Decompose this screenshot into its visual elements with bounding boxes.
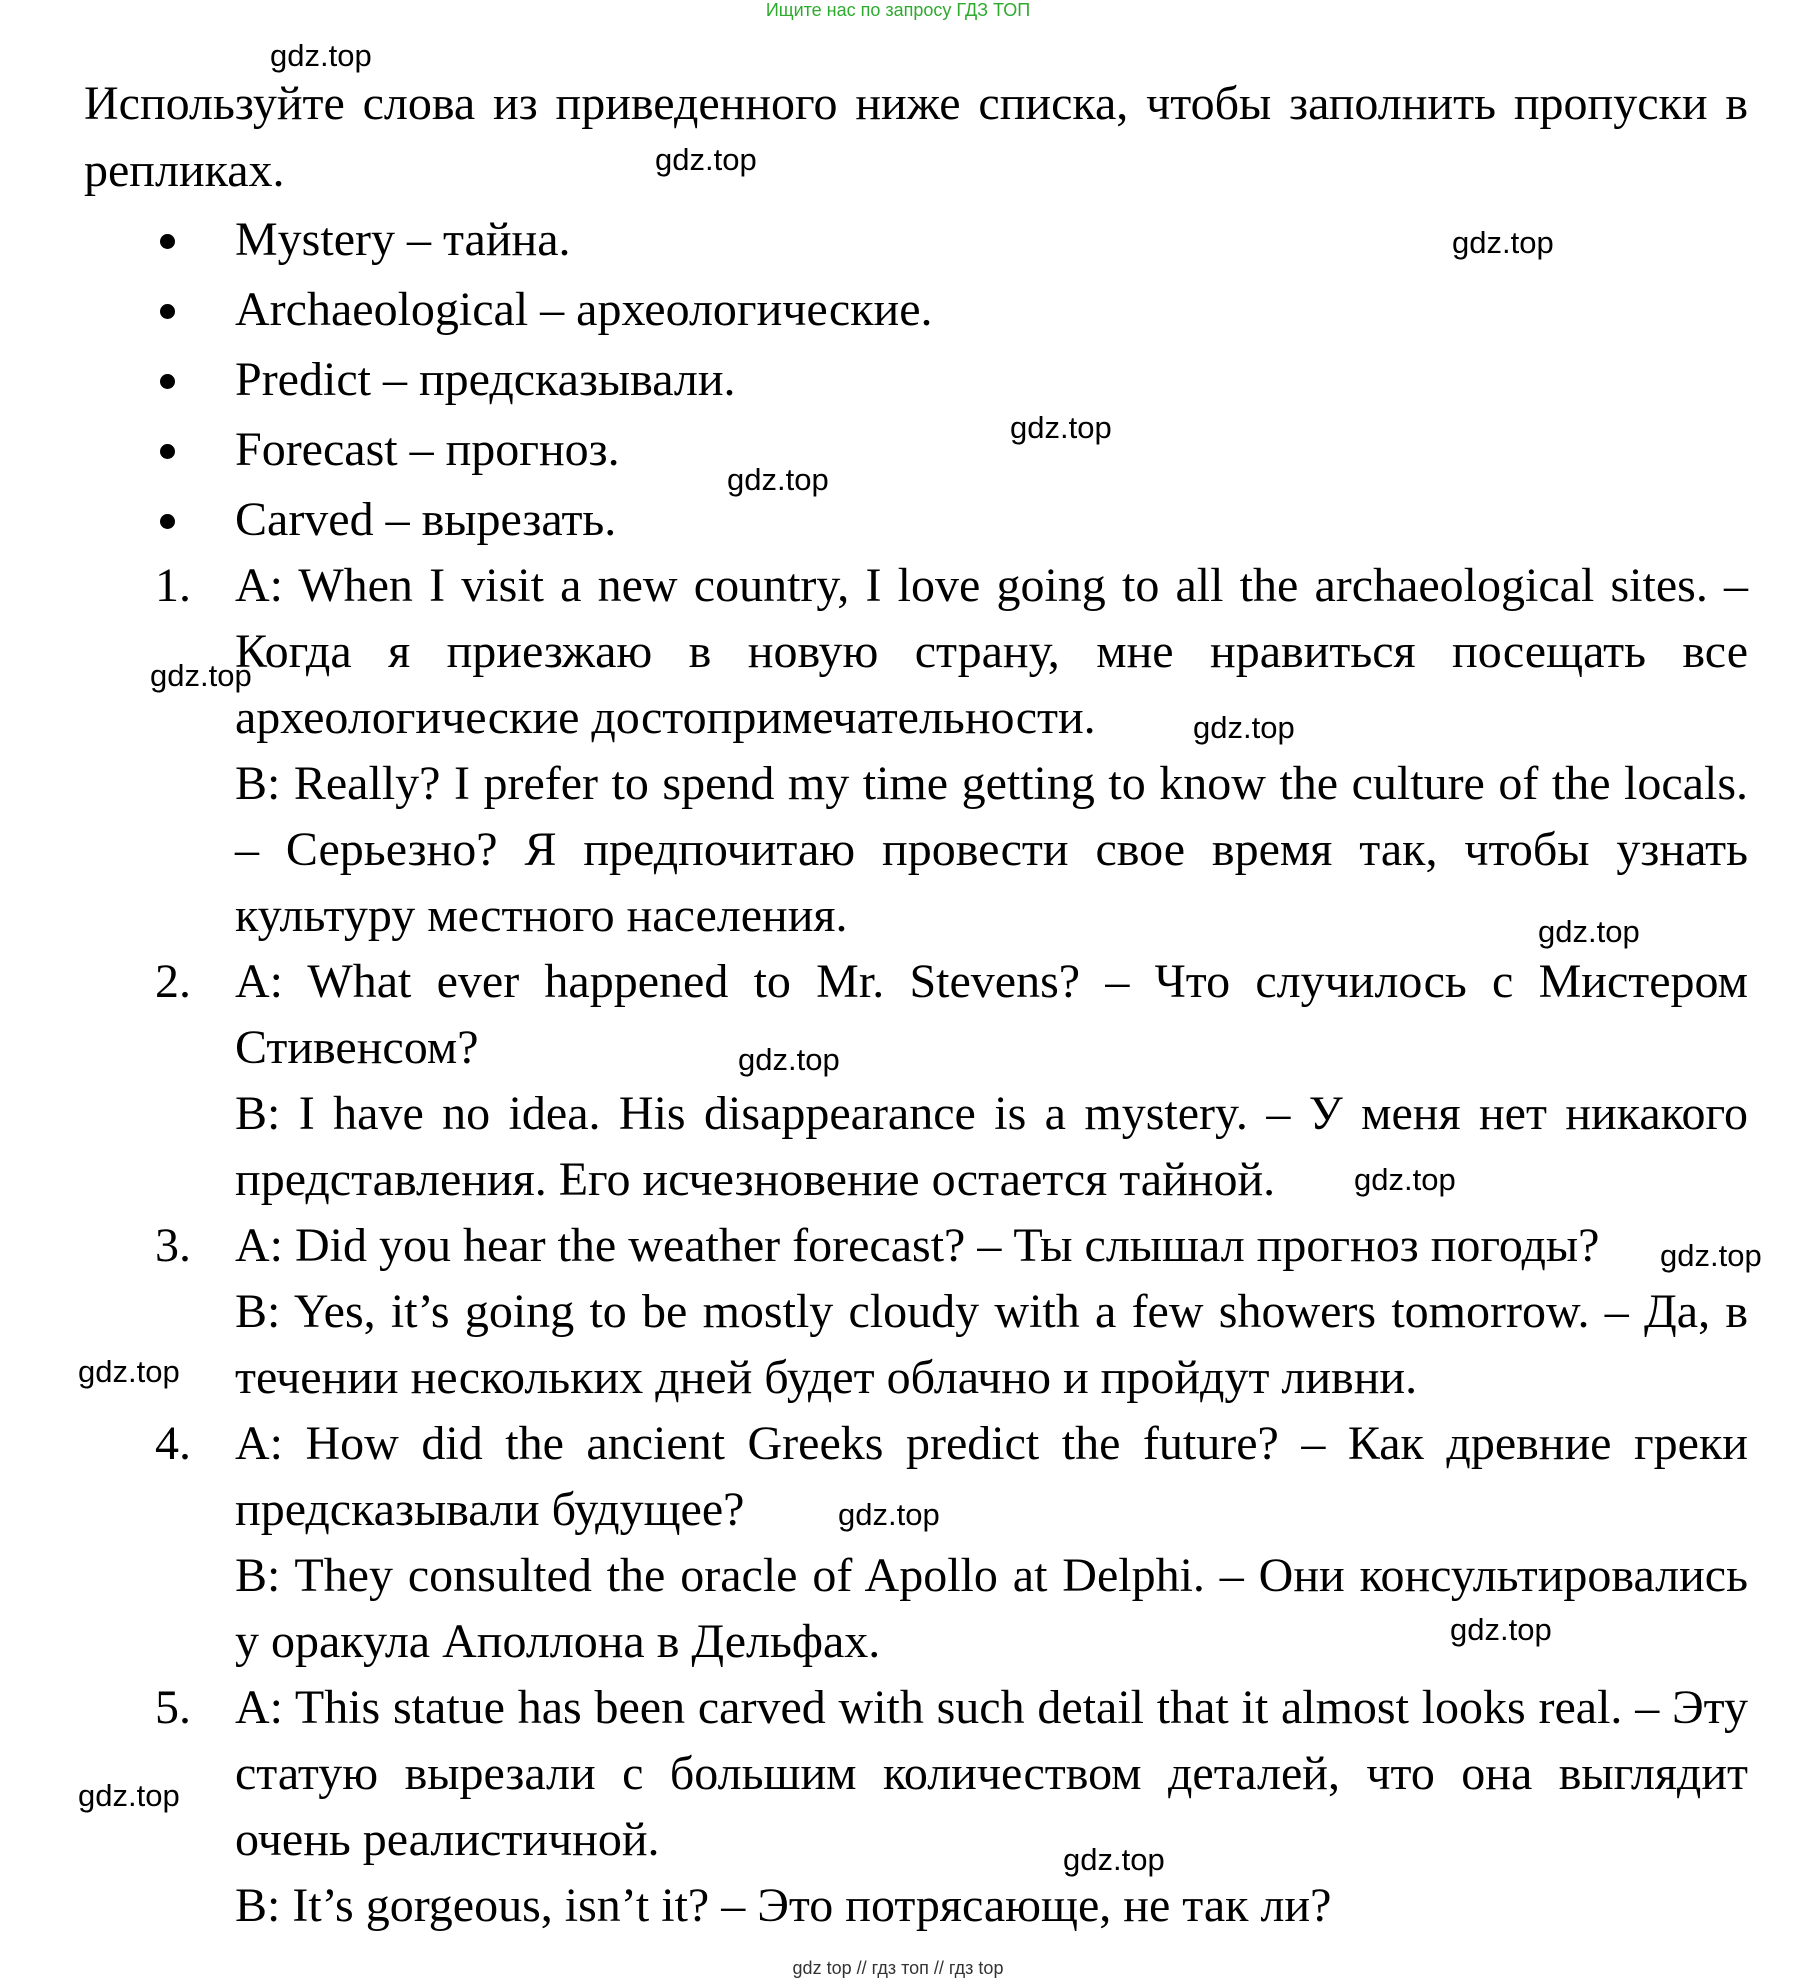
watermark: gdz.top: [738, 1042, 840, 1077]
task-instruction: Используйте слова из приведенного ниже списка, чтобы заполнить пропуски в репликах.: [84, 77, 1748, 197]
dialogue-number: 4.: [155, 1417, 191, 1470]
dialogue-line-a: A: This statue has been carved with such detail that it almost looks real. – Эту статую вырезали с большим количеством деталей, что она выглядит очень реалистичной.: [235, 1681, 1748, 1866]
top-banner[interactable]: Ищите нас по запросу ГДЗ ТОП: [765, 0, 1031, 20]
dialogue-number: 2.: [155, 955, 191, 1008]
dialogue-line-a: A: Did you hear the weather forecast? – Ты слышал прогноз погоды?: [235, 1219, 1600, 1272]
watermark: gdz.top: [838, 1497, 940, 1532]
bullet-icon: [160, 304, 175, 319]
watermark: gdz.top: [1063, 1842, 1165, 1877]
vocabulary-item: Archaeological – археологические.: [160, 275, 933, 345]
watermark: gdz.top: [1354, 1162, 1456, 1197]
vocabulary-item: Mystery – тайна.: [160, 205, 933, 275]
vocabulary-item: Predict – предсказывали.: [160, 345, 933, 415]
watermark: gdz.top: [1010, 410, 1112, 445]
dialogue-line-b: B: Yes, it’s going to be mostly cloudy with a few showers tomorrow. – Да, в течении нескольких дней будет облачно и пройдут ливни.: [235, 1285, 1748, 1404]
dialogue-line-b: B: They consulted the oracle of Apollo at Delphi. – Они консультировались у оракула Аполлона в Дельфах.: [235, 1549, 1748, 1668]
vocabulary-item: Forecast – прогноз.: [160, 415, 933, 485]
bullet-icon: [160, 374, 175, 389]
footer-text: gdz top // гдз топ // гдз top: [792, 1958, 1004, 1978]
dialogue-line-b: B: Really? I prefer to spend my time getting to know the culture of the locals. – Серьезно? Я предпочитаю провести свое время так, чтобы узнать культуру местного населения.: [235, 757, 1748, 942]
watermark: gdz.top: [78, 1354, 180, 1389]
watermark: gdz.top: [1193, 710, 1295, 745]
watermark: gdz.top: [1450, 1612, 1552, 1647]
dialogue-line-a: A: How did the ancient Greeks predict the future? – Как древние греки предсказывали будущее?: [235, 1417, 1748, 1536]
dialogue-line-b: B: It’s gorgeous, isn’t it? – Это потрясающе, не так ли?: [235, 1879, 1332, 1932]
dialogue-number: 1.: [155, 559, 191, 612]
dialogue-number: 5.: [155, 1681, 191, 1734]
watermark: gdz.top: [727, 462, 829, 497]
dialogue-line-a: A: What ever happened to Mr. Stevens? – Что случилось с Мистером Стивенсом?: [235, 955, 1748, 1074]
bullet-icon: [160, 444, 175, 459]
vocabulary-item: Carved – вырезать.: [160, 485, 933, 555]
watermark: gdz.top: [655, 142, 757, 177]
dialogue-line-b: B: I have no idea. His disappearance is a mystery. – У меня нет никакого представления. Его исчезновение остается тайной.: [235, 1087, 1748, 1206]
dialogue-line-a: A: When I visit a new country, I love going to all the archaeological sites. – Когда я приезжаю в новую страну, мне нравиться посещать все археологические достопримечательности.: [235, 559, 1748, 744]
dialogue-number: 3.: [155, 1219, 191, 1272]
vocabulary-list: [160, 205, 933, 555]
watermark: gdz.top: [78, 1778, 180, 1813]
watermark: gdz.top: [270, 38, 372, 73]
bullet-icon: [160, 234, 175, 249]
watermark: gdz.top: [1660, 1238, 1762, 1273]
watermark: gdz.top: [150, 658, 252, 693]
watermark: gdz.top: [1452, 225, 1554, 260]
bullet-icon: [160, 514, 175, 529]
watermark: gdz.top: [1538, 914, 1640, 949]
